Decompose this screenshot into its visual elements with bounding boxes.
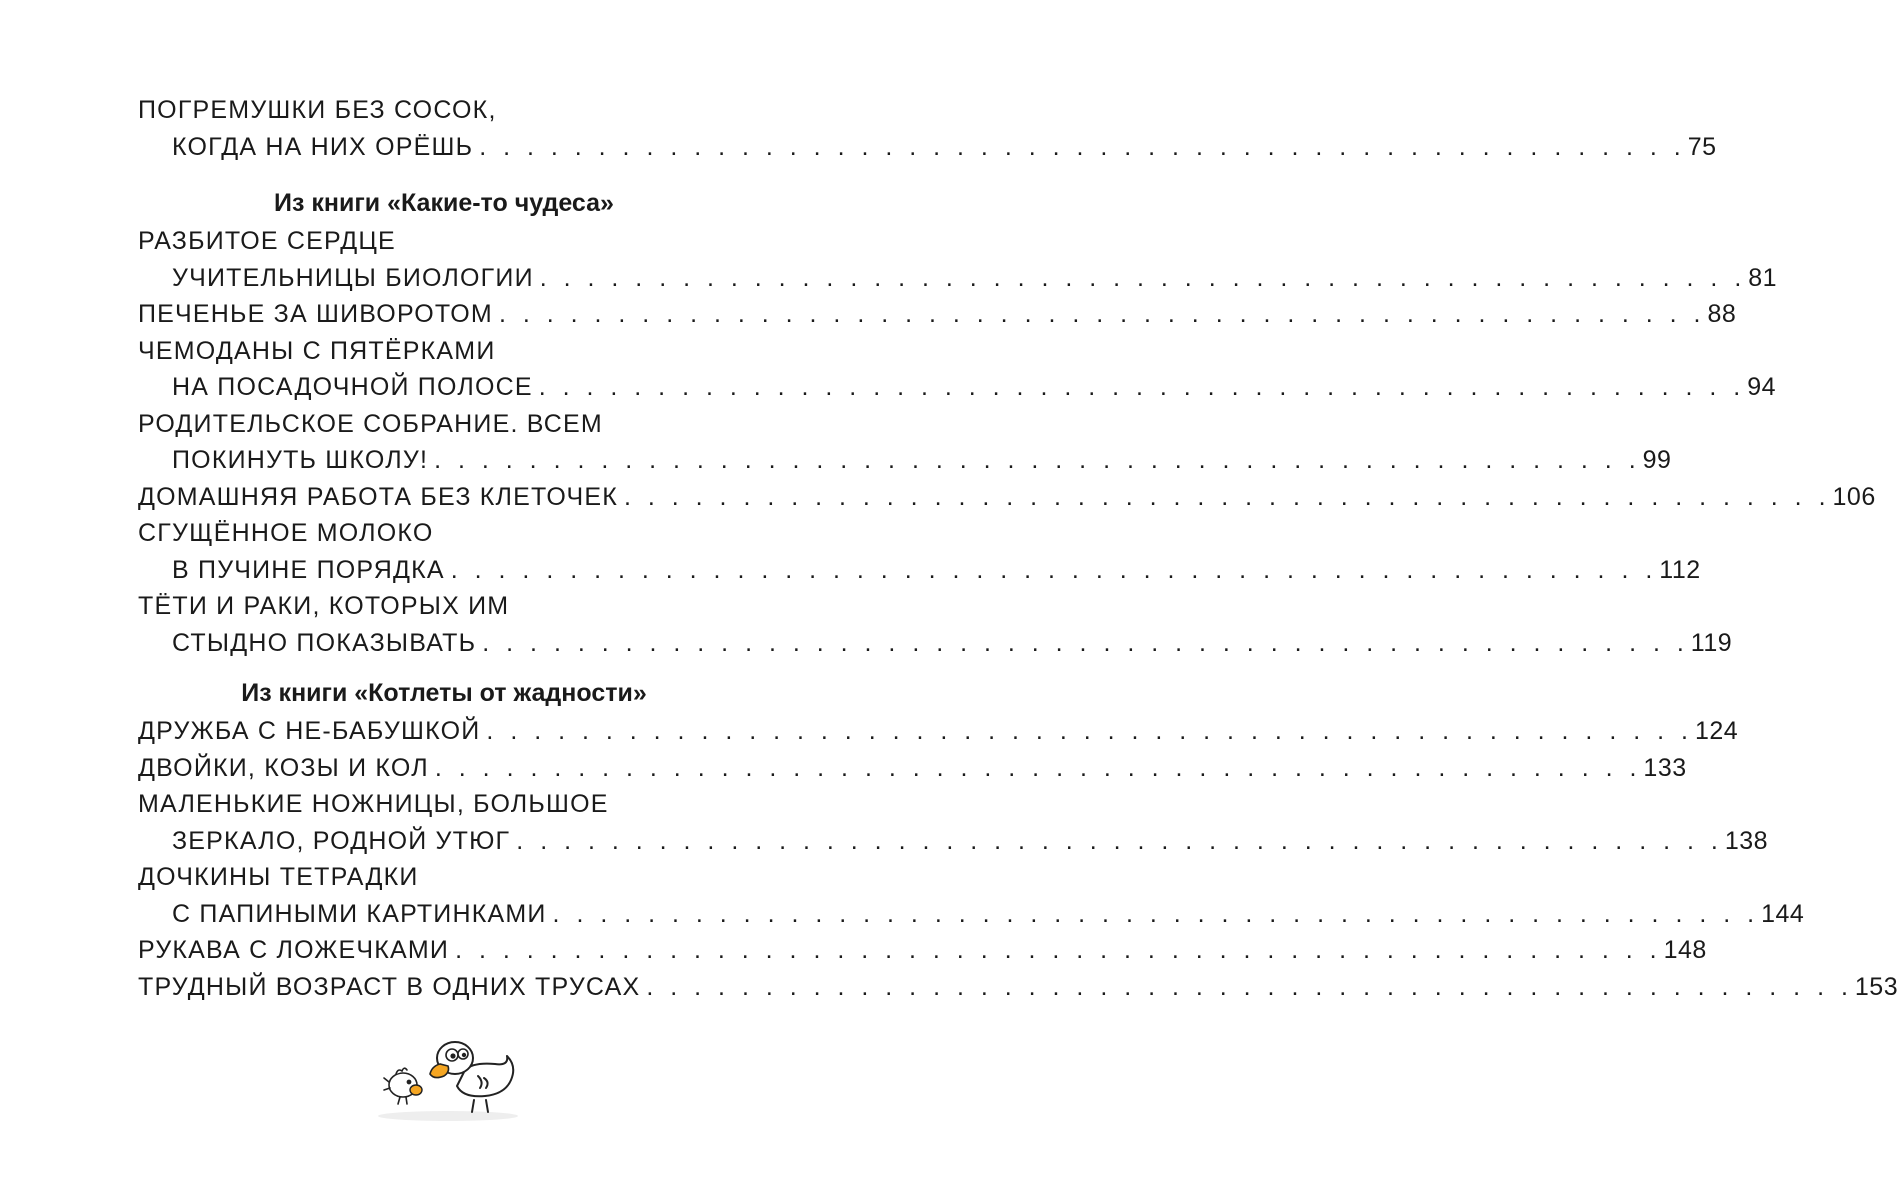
dot-leader: . . . . . . . . . . . . . . . . . . . . . . . . . . . . . . . . . . . . . . . . . . . . . . . . . . . (486, 717, 1693, 745)
page-number: 75 (1687, 132, 1717, 161)
page-number: 106 (1832, 482, 1876, 511)
toc-entry-line[interactable] (138, 446, 1672, 483)
toc-entry-line (138, 519, 750, 556)
entry-title: ПЕЧЕНЬЕ ЗА ШИВОРОТОМ (138, 300, 493, 328)
entry-title: ДВОЙКИ, КОЗЫ И КОЛ (138, 753, 429, 782)
page-number: 124 (1694, 717, 1739, 745)
dot-leader: . . . . . . . . . . . . . . . . . . . . . . . . . . . . . . . . . . . . . . . . . . . . . . . . . . . (434, 446, 1641, 474)
page-number: 81 (1748, 263, 1778, 292)
entry-title: КОГДА НА НИХ ОРЁШЬ (172, 132, 474, 161)
page-number: 148 (1663, 936, 1707, 964)
toc-entry-line (138, 96, 750, 133)
entry-title: ДОЧКИНЫ ТЕТРАДКИ (138, 863, 419, 891)
page-number: 119 (1690, 628, 1733, 657)
entry-title: ПОГРЕМУШКИ БЕЗ СОСОК, (138, 96, 497, 124)
toc-entry-line (138, 227, 750, 264)
page-number: 144 (1761, 899, 1805, 928)
dot-leader: . . . . . . . . . . . . . . . . . . . . . . . . . . . . . . . . . . . . . . . . . . . . . . . . . . . (455, 936, 1662, 964)
entry-title: ЧЕМОДАНЫ С ПЯТЁРКАМИ (138, 336, 496, 365)
toc-entry-line (138, 863, 750, 900)
page-number: 153 (1854, 972, 1898, 1001)
entry-title: РУКАВА С ЛОЖЕЧКАМИ (138, 936, 450, 964)
entry-title: ДРУЖБА С НЕ-БАБУШКОЙ (138, 717, 481, 745)
toc-entry-line[interactable] (138, 555, 1701, 593)
dot-leader: . . . . . . . . . . . . . . . . . . . . . . . . . . . . . . . . . . . . . . . . . . . . . . . . . . . (646, 972, 1853, 1001)
dot-leader: . . . . . . . . . . . . . . . . . . . . . . . . . . . . . . . . . . . . . . . . . . . . . . . . . . . (538, 373, 1746, 401)
toc-entry-line[interactable] (138, 936, 1707, 973)
page-number: 133 (1643, 753, 1687, 782)
toc-entry-line[interactable] (138, 628, 1733, 666)
entry-title: СГУЩЁННОЕ МОЛОКО (138, 519, 434, 547)
dot-leader: . . . . . . . . . . . . . . . . . . . . . . . . . . . . . . . . . . . . . . . . . . . . . . . . . . . (498, 300, 1706, 328)
entry-title: ПОКИНУТЬ ШКОЛУ! (172, 446, 429, 474)
toc-entry-line[interactable] (138, 373, 1777, 410)
entry-title: СТЫДНО ПОКАЗЫВАТЬ (172, 628, 477, 657)
toc-entry-line (138, 592, 750, 629)
toc-entry-line[interactable] (138, 972, 1898, 1010)
entry-title: ТРУДНЫЙ ВОЗРАСТ В ОДНИХ ТРУСАХ (138, 972, 641, 1001)
toc-entry-line (138, 337, 750, 374)
page-number: 99 (1642, 446, 1672, 474)
entry-title: МАЛЕНЬКИЕ НОЖНИЦЫ, БОЛЬШОЕ (138, 790, 609, 818)
duck-and-chick-icon (370, 1030, 520, 1125)
dot-leader: . . . . . . . . . . . . . . . . . . . . . . . . . . . . . . . . . . . . . . . . . . . . . . . . . . . (516, 826, 1723, 855)
section-heading: Из книги «Какие-то чудеса» (274, 189, 614, 217)
toc-entry-line[interactable] (138, 132, 1717, 170)
toc-entry-line[interactable] (138, 899, 1805, 937)
toc-entry-line[interactable] (138, 753, 1687, 791)
page-number: 138 (1724, 826, 1769, 855)
dot-leader: . . . . . . . . . . . . . . . . . . . . . . . . . . . . . . . . . . . . . . . . . . . . . . . . . . . (434, 753, 1642, 782)
dot-leader: . . . . . . . . . . . . . . . . . . . . . . . . . . . . . . . . . . . . . . . . . . . . . . . . . . . (482, 628, 1689, 657)
entry-title: НА ПОСАДОЧНОЙ ПОЛОСЕ (172, 373, 533, 401)
toc-entry-line[interactable] (138, 300, 1737, 337)
section-heading: Из книги «Котлеты от жадности» (241, 679, 647, 707)
dot-leader: . . . . . . . . . . . . . . . . . . . . . . . . . . . . . . . . . . . . . . . . . . . . . . . . . . . (479, 132, 1686, 161)
entry-title: ДОМАШНЯЯ РАБОТА БЕЗ КЛЕТОЧЕК (138, 482, 618, 511)
dot-leader: . . . . . . . . . . . . . . . . . . . . . . . . . . . . . . . . . . . . . . . . . . . . . . . . . . . (623, 482, 1831, 511)
entry-title: С ПАПИНЫМИ КАРТИНКАМИ (172, 899, 547, 928)
entry-title: УЧИТЕЛЬНИЦЫ БИОЛОГИИ (172, 263, 534, 292)
page-number: 94 (1747, 373, 1777, 401)
dot-leader: . . . . . . . . . . . . . . . . . . . . . . . . . . . . . . . . . . . . . . . . . . . . . . . . . . . (450, 555, 1658, 584)
entry-title: В ПУЧИНЕ ПОРЯДКА (172, 555, 445, 584)
entry-title: ТЁТИ И РАКИ, КОТОРЫХ ИМ (138, 592, 510, 620)
toc-entry-line[interactable] (138, 263, 1778, 301)
dot-leader: . . . . . . . . . . . . . . . . . . . . . . . . . . . . . . . . . . . . . . . . . . . . . . . . . . . (539, 263, 1747, 292)
toc-entry-line (138, 790, 750, 827)
toc-entry-line[interactable] (138, 482, 1876, 520)
toc-entry-line[interactable] (138, 717, 1739, 754)
toc-entry-line[interactable] (138, 826, 1769, 864)
entry-title: РОДИТЕЛЬСКОЕ СОБРАНИЕ. ВСЕМ (138, 409, 603, 438)
table-of-contents (138, 96, 1898, 1009)
entry-title: РАЗБИТОЕ СЕРДЦЕ (138, 227, 396, 255)
toc-entry-line (138, 410, 750, 447)
entry-title: ЗЕРКАЛО, РОДНОЙ УТЮГ (172, 826, 511, 855)
dot-leader: . . . . . . . . . . . . . . . . . . . . . . . . . . . . . . . . . . . . . . . . . . . . . . . . . . . (552, 899, 1760, 928)
page-number: 112 (1659, 555, 1701, 584)
page-number: 88 (1707, 300, 1737, 328)
